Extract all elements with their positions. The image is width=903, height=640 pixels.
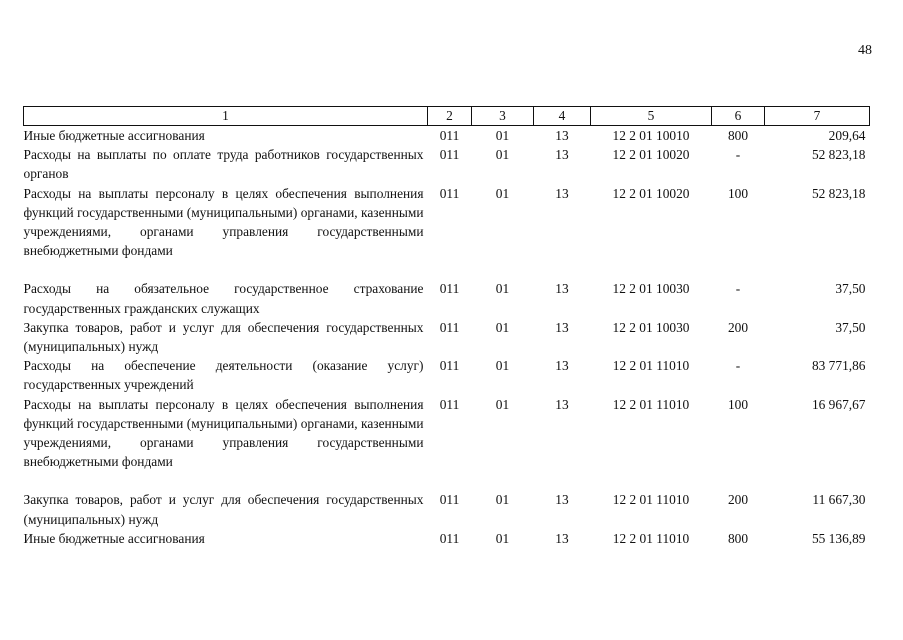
row-pr: 13 [555, 530, 569, 546]
row-csr: 12 2 01 10010 [612, 128, 690, 143]
row-sum: 209,64 [828, 128, 866, 143]
row-vr: 100 [727, 396, 749, 412]
row-csr: 12 2 01 10020 [612, 147, 690, 163]
row-name: Расходы на выплаты по оплате труда работников государственных органов [23, 147, 424, 182]
row-vr: 200 [727, 492, 749, 508]
header-col-4: 4 [534, 107, 591, 126]
row-sum: 11 667,30 [812, 492, 866, 508]
table-row [24, 126, 870, 146]
row-pr: 13 [555, 281, 569, 297]
row-name: Иные бюджетные ассигнования [23, 128, 205, 143]
row-csr: 12 2 01 11010 [612, 358, 690, 374]
row-ved: 011 [439, 128, 460, 143]
row-rz: 01 [495, 185, 510, 201]
row-name: Расходы на обязательное государственное страхование государственных гражданских служащих [23, 281, 424, 316]
row-rz: 01 [495, 128, 510, 143]
table-row [24, 184, 870, 280]
row-pr: 13 [555, 492, 569, 508]
row-ved: 011 [439, 492, 460, 508]
row-csr: 12 2 01 10030 [612, 281, 690, 297]
budget-table [23, 106, 870, 548]
row-pr: 13 [555, 396, 569, 412]
row-pr: 13 [555, 358, 569, 374]
row-rz: 01 [495, 281, 510, 297]
table-row [24, 318, 870, 356]
row-sum: 37,50 [835, 319, 866, 335]
row-pr: 13 [555, 147, 569, 163]
row-csr: 12 2 01 10030 [612, 319, 690, 335]
table-row [24, 279, 870, 317]
row-name: Расходы на выплаты персоналу в целях обеспечения выполнения функций государственными (муниципальными) органами, казенными учреждениями, органами управления государственными внебюджетными фондами [23, 185, 424, 259]
header-col-7: 7 [765, 107, 870, 126]
row-ved: 011 [439, 358, 460, 374]
row-sum: 55 136,89 [811, 530, 866, 546]
row-sum: 83 771,86 [811, 358, 866, 374]
row-vr: 100 [727, 185, 749, 201]
row-pr: 13 [555, 185, 569, 201]
row-rz: 01 [495, 396, 510, 412]
table-row [24, 529, 870, 548]
table-row [24, 356, 870, 394]
row-ved: 011 [439, 319, 460, 335]
row-vr: - [735, 147, 741, 163]
table-header-row [24, 107, 870, 126]
header-col-5: 5 [591, 107, 712, 126]
header-col-3: 3 [472, 107, 534, 126]
page-number: 48 [858, 43, 872, 58]
row-vr: 800 [727, 128, 749, 143]
row-name: Закупка товаров, работ и услуг для обеспечения государственных (муниципальных) нужд [23, 319, 424, 355]
header-col-1: 1 [24, 107, 428, 126]
row-vr: - [735, 281, 741, 297]
table-row [24, 395, 870, 491]
row-vr: 800 [727, 530, 749, 546]
row-ved: 011 [439, 281, 460, 297]
row-ved: 011 [439, 396, 460, 412]
row-name: Расходы на обеспечение деятельности (оказание услуг) государственных учреждений [23, 358, 424, 393]
row-pr: 13 [555, 128, 569, 143]
row-sum: 16 967,67 [811, 396, 866, 412]
row-ved: 011 [439, 530, 460, 546]
row-rz: 01 [495, 530, 510, 546]
header-col-2: 2 [428, 107, 472, 126]
row-csr: 12 2 01 11010 [612, 396, 690, 412]
row-vr: 200 [727, 319, 749, 335]
row-ved: 011 [439, 147, 460, 163]
header-col-6: 6 [712, 107, 765, 126]
table-row [24, 145, 870, 183]
row-sum: 37,50 [835, 281, 866, 297]
row-name: Закупка товаров, работ и услуг для обеспечения государственных (муниципальных) нужд [23, 492, 424, 527]
table-row [24, 490, 870, 528]
row-rz: 01 [495, 147, 510, 163]
row-vr: - [735, 358, 741, 374]
row-csr: 12 2 01 11010 [612, 492, 690, 508]
row-sum: 52 823,18 [811, 147, 866, 163]
row-rz: 01 [495, 358, 510, 374]
row-csr: 12 2 01 10020 [612, 185, 690, 201]
row-csr: 12 2 01 11010 [612, 530, 690, 546]
row-name: Иные бюджетные ассигнования [23, 530, 205, 546]
row-rz: 01 [495, 319, 510, 335]
row-rz: 01 [495, 492, 510, 508]
row-ved: 011 [439, 185, 460, 201]
row-sum: 52 823,18 [811, 185, 866, 201]
row-name: Расходы на выплаты персоналу в целях обеспечения выполнения функций государственными (муниципальными) органами, казенными учреждениями, органами управления государственными внебюджетными фондами [23, 396, 424, 470]
row-pr: 13 [555, 319, 569, 335]
